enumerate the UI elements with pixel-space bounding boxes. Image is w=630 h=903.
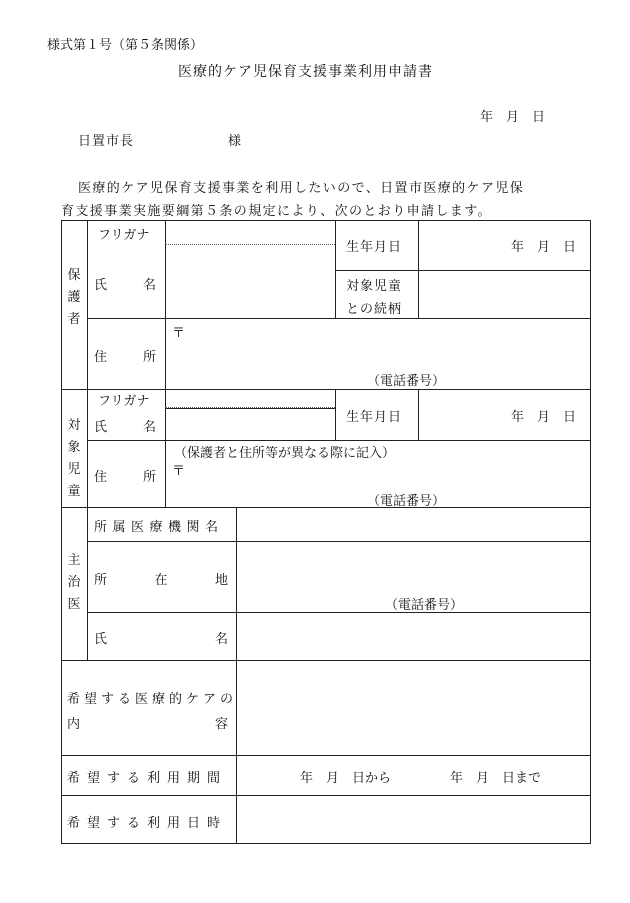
period-label: 希望する利用期間 bbox=[67, 771, 228, 786]
child-phone-label: （電話番号） bbox=[367, 494, 446, 509]
doctor-institution-label: 所属医療機関名 bbox=[94, 520, 224, 535]
child-furigana-field[interactable] bbox=[166, 390, 334, 407]
child-name-field[interactable] bbox=[166, 409, 334, 439]
guardian-phone-label: （電話番号） bbox=[367, 374, 446, 389]
guardian-relation-label-2: との続柄 bbox=[346, 302, 403, 317]
doctor-name-label: 氏 名 bbox=[94, 632, 228, 647]
honorific: 様 bbox=[228, 134, 242, 149]
guardian-furigana-label: フリガナ bbox=[98, 228, 150, 243]
guardian-section-label: 保 護 者 bbox=[67, 268, 81, 327]
guardian-address-label: 住 所 bbox=[94, 350, 156, 365]
child-postal-mark: 〒 bbox=[172, 464, 186, 479]
guardian-birth-date[interactable]: 年 月 日 bbox=[511, 240, 577, 255]
doctor-location-label: 所 在 地 bbox=[94, 573, 228, 588]
form-number: 様式第１号（第５条関係） bbox=[47, 38, 204, 53]
guardian-furigana-field[interactable] bbox=[166, 221, 334, 243]
datetime-label: 希望する利用日時 bbox=[67, 816, 228, 831]
child-furigana-label: フリガナ bbox=[98, 394, 150, 409]
period-from[interactable]: 年 月 日から bbox=[300, 771, 392, 786]
doctor-institution-field[interactable] bbox=[237, 508, 589, 540]
intro-line-1: 医療的ケア児保育支援事業を利用したいので、日置市医療的ケア児保 bbox=[78, 181, 525, 196]
guardian-name-label: 氏 名 bbox=[94, 278, 156, 293]
application-date: 年 月 日 bbox=[480, 110, 546, 125]
intro-line-2: 育支援事業実施要綱第５条の規定により、次のとおり申請します。 bbox=[61, 204, 492, 219]
child-address-note: （保護者と住所等が異なる際に記入） bbox=[174, 446, 396, 461]
child-address-field[interactable] bbox=[185, 460, 585, 488]
guardian-postal-mark: 〒 bbox=[172, 326, 186, 341]
child-name-label: 氏 名 bbox=[94, 420, 156, 435]
guardian-name-field[interactable] bbox=[166, 245, 334, 317]
doctor-location-field[interactable] bbox=[237, 542, 589, 590]
care-content-field[interactable] bbox=[237, 661, 589, 754]
care-label-line-2: 内 容 bbox=[67, 717, 228, 732]
guardian-relation-label-1: 対象児童 bbox=[346, 279, 403, 294]
doctor-section-label: 主 治 医 bbox=[67, 553, 81, 612]
guardian-birth-label: 生年月日 bbox=[346, 240, 403, 255]
child-address-label: 住 所 bbox=[94, 470, 156, 485]
form-title: 医療的ケア児保育支援事業利用申請書 bbox=[178, 64, 433, 80]
addressee: 日置市長 bbox=[78, 134, 135, 149]
child-birth-date[interactable]: 年 月 日 bbox=[511, 410, 577, 425]
child-birth-label: 生年月日 bbox=[346, 410, 403, 425]
guardian-address-field[interactable] bbox=[185, 320, 585, 368]
doctor-phone-label: （電話番号） bbox=[385, 598, 464, 613]
guardian-relation-field[interactable] bbox=[419, 271, 589, 317]
doctor-name-field[interactable] bbox=[237, 613, 589, 659]
child-section-label: 対 象 児 童 bbox=[67, 418, 81, 499]
period-to[interactable]: 年 月 日まで bbox=[450, 771, 542, 786]
care-label-line-1: 希望する医療的ケアの bbox=[67, 692, 238, 707]
datetime-field[interactable] bbox=[237, 796, 589, 842]
